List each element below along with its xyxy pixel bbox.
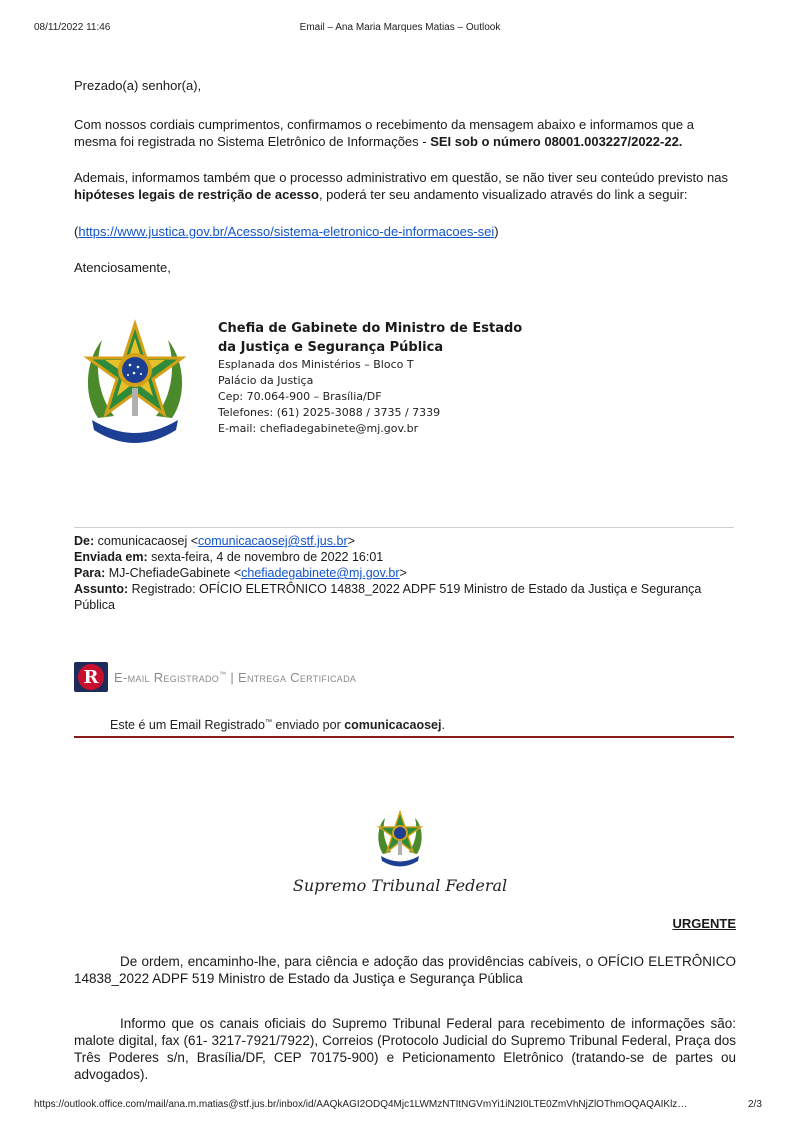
sent-value: sexta-feira, 4 de novembro de 2022 16:01	[151, 550, 384, 564]
from-label: De:	[74, 534, 95, 548]
logo-letter: R	[83, 667, 99, 688]
registered-brand	[114, 670, 356, 685]
print-title: Email – Ana Maria Marques Matias – Outlook	[299, 22, 501, 33]
print-date: 08/11/2022 11:46	[34, 22, 111, 33]
registered-notice	[110, 718, 445, 732]
to-end: >	[399, 566, 407, 580]
sig-building: Palácio da Justiça	[218, 374, 314, 387]
to-row	[74, 565, 736, 581]
signature-block	[80, 318, 540, 458]
from-end: >	[347, 534, 355, 548]
sei-number: SEI sob o número 08001.003227/2022-22.	[430, 134, 683, 149]
sig-cep: Cep: 70.064-900 – Brasília/DF	[218, 390, 382, 403]
subject-row	[74, 581, 736, 613]
sig-email: E-mail: chefiadegabinete@mj.gov.br	[218, 422, 419, 435]
closing: Atenciosamente,	[74, 260, 171, 275]
print-url: https://outlook.office.com/mail/ana.m.matias@stf.jus.br/inbox/id/AAQkAGI2ODQ4Mjc1LWMzNTItNGVmYi1iN2I0LTE0ZmVhNjZlOThmOQAQAIKlz…	[34, 1099, 688, 1110]
stf-paragraph-order: De ordem, encaminho-lhe, para ciência e adoção das providências cabíveis, o OFÍCIO ELETRÔNICO 14838_2022 ADPF 519 Ministro de Estado da Justiça e Segurança Pública	[74, 954, 736, 986]
stf-coat-of-arms-icon	[375, 810, 425, 868]
urgent-label: URGENTE	[672, 916, 736, 931]
notice-sender: comunicacaosej	[344, 718, 442, 732]
brand-name: E-mail Registrado	[114, 670, 220, 685]
notice-pre: Este é um Email Registrado	[110, 718, 265, 732]
red-divider	[74, 736, 734, 738]
stf-paragraph-channels: Informo que os canais oficiais do Supremo Tribunal Federal para recebimento de informações são: malote digital, fax (61- 3217-7921/7922), Correios (Protocolo Judicial do Supremo Tribunal Federal, Praça dos Três Poderes s/n, Brasília/DF, CEP 70175-900) e Peticionamento Eletrônico (tratando-se de partes ou advogados).	[74, 1016, 736, 1082]
certified-delivery: Entrega Certificada	[237, 670, 357, 685]
from-name: comunicacaosej <	[97, 534, 199, 548]
sig-address: Esplanada dos Ministérios – Bloco T	[218, 358, 414, 371]
paragraph-received-text: Com nossos cordiais cumprimentos, confirmamos o recebimento da mensagem abaixo e informamos que a mesma foi registrada no Sistema Eletrônico de Informações -	[74, 117, 694, 149]
sei-link-line	[74, 223, 736, 240]
notice-end: .	[441, 718, 445, 732]
paragraph-access	[74, 169, 736, 203]
from-email-link[interactable]: comunicacaosej@stf.jus.br	[198, 534, 348, 548]
notice-tm: ™	[264, 718, 272, 726]
brand-tm: ™	[219, 671, 227, 679]
restriction-phrase: hipóteses legais de restrição de acesso	[74, 187, 319, 202]
paren-close: )	[494, 224, 499, 239]
to-email-link[interactable]: chefiadegabinete@mj.gov.br	[241, 566, 400, 580]
from-row	[74, 533, 736, 549]
sig-org-line2: da Justiça e Segurança Pública	[218, 340, 444, 355]
brand-separator: |	[230, 670, 235, 685]
to-name: MJ-ChefiadeGabinete <	[108, 566, 242, 580]
stf-letterhead	[0, 810, 800, 895]
divider	[74, 527, 734, 528]
page-number: 2/3	[748, 1099, 762, 1110]
paragraph-received	[74, 116, 736, 150]
sent-row	[74, 549, 736, 565]
paren-open: (	[74, 224, 79, 239]
forwarded-headers	[74, 533, 736, 613]
sig-org-line1: Chefia de Gabinete do Ministro de Estado	[218, 321, 523, 336]
sei-link[interactable]: https://www.justica.gov.br/Acesso/sistema-eletronico-de-informacoes-sei	[78, 224, 495, 239]
paragraph-access-text: Ademais, informamos também que o processo administrativo em questão, se não tiver seu conteúdo previsto nas	[74, 170, 728, 185]
sig-phones: Telefones: (61) 2025-3088 / 3735 / 7339	[218, 406, 441, 419]
stf-name: Supremo Tribunal Federal	[292, 876, 508, 895]
paragraph-access-end: , poderá ter seu andamento visualizado através do link a seguir:	[318, 187, 688, 202]
to-label: Para:	[74, 566, 106, 580]
notice-mid: enviado por	[271, 718, 345, 732]
registered-r-logo-icon	[74, 662, 108, 692]
signature-text	[218, 319, 522, 437]
brazil-coat-of-arms-icon	[80, 318, 190, 448]
subject-value: Registrado: OFÍCIO ELETRÔNICO 14838_2022 ADPF 519 Ministro de Estado da Justiça e Segurança Pública	[74, 582, 702, 612]
sent-label: Enviada em:	[74, 550, 148, 564]
subject-label: Assunto:	[74, 582, 129, 596]
greeting: Prezado(a) senhor(a),	[74, 78, 202, 93]
